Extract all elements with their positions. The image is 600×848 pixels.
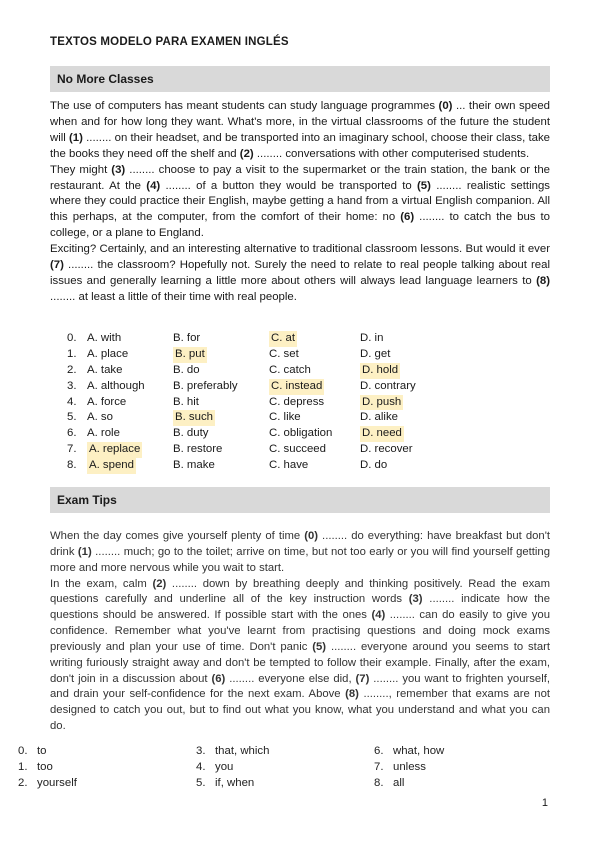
- paragraph: The use of computers has meant students can study language programmes (0) ... their own speed when and for how long they want. What's more, in the virtual classrooms of the future the student will (1) ........ on their headset, and be transported into an imaginary school, choose their class, take the books they need off the shelf and (2) ........ conversations with other computerised students.: [50, 100, 550, 160]
- option-row: [67, 442, 467, 458]
- gap-number: (1): [69, 131, 83, 144]
- answer-text: that, which: [215, 745, 270, 757]
- page-number: 1: [541, 797, 548, 809]
- passage-exam-tips: [50, 529, 550, 735]
- gap-number: (5): [312, 640, 327, 653]
- option-a: A. spend: [87, 458, 136, 474]
- question-number: 5.: [67, 411, 77, 424]
- option-row: [67, 363, 467, 379]
- question-number: 6.: [67, 427, 77, 440]
- answer-text: to: [37, 745, 47, 757]
- paragraph: When the day comes give yourself plenty of time (0) ........ do everything: have breakfast but don't drink (1) ........ much; go to the toilet; arrive on time, but not too early or you will find yourself getting more and more nervous while you wait to start.: [50, 530, 551, 574]
- option-d: D. recover: [360, 443, 413, 456]
- answer-text: if, when: [215, 777, 255, 789]
- gap-number: (3): [111, 163, 126, 176]
- answer-row: [18, 775, 488, 791]
- option-d: D. need: [360, 426, 404, 442]
- option-c: C. depress: [269, 395, 325, 408]
- option-b: B. for: [173, 332, 201, 344]
- option-a: A. so: [87, 411, 113, 424]
- option-a: A. force: [87, 395, 127, 408]
- option-d: D. in: [360, 332, 384, 344]
- option-b: B. put: [173, 347, 207, 363]
- option-row: [67, 458, 467, 474]
- question-number: 4.: [67, 395, 77, 408]
- paragraph: Exciting? Certainly, and an interesting alternative to traditional classroom lessons. But would it ever (7) ........ the classroom? Hopefully not. Surely the need to relate to real people talking about real issues and generally learning a little more about others will always lead language learners to (8) ........ at least a little of their time with real people.: [50, 243, 550, 303]
- option-b: B. restore: [173, 443, 223, 456]
- gap-number: (7): [355, 672, 370, 685]
- question-number: 1.: [67, 347, 77, 360]
- answer-number: 5.: [196, 777, 206, 789]
- option-a: A. with: [87, 332, 122, 344]
- option-c: C. at: [269, 331, 297, 347]
- option-a: A. replace: [87, 442, 142, 458]
- question-number: 2.: [67, 363, 77, 376]
- option-a: A. place: [87, 347, 129, 360]
- answer-options-list: [67, 331, 467, 474]
- option-row: [67, 426, 467, 442]
- option-c: C. succeed: [269, 443, 326, 456]
- gap-number: (2): [239, 147, 254, 160]
- answer-number: 2.: [18, 777, 28, 789]
- option-c: C. instead: [269, 379, 324, 395]
- answer-text: you: [215, 761, 234, 773]
- option-c: C. obligation: [269, 427, 333, 440]
- question-number: 0.: [67, 332, 77, 344]
- option-d: D. do: [360, 459, 388, 472]
- answer-number: 0.: [18, 745, 28, 757]
- option-b: B. such: [173, 410, 215, 426]
- answer-text: yourself: [37, 777, 77, 789]
- paragraph: They might (3) ........ choose to pay a visit to the supermarket or the train station, the bank or the restaurant. At the (4) ........ of a button they would be transported to (5) ........ realistic settings where they could practice their English, maybe getting a hand from a virtual English companion. All this perhaps, at the computer, from the comfort of their home: no (6) ........ to catch the bus to college, or a plane to England.: [50, 163, 550, 240]
- option-d: D. contrary: [360, 379, 416, 392]
- section-header-no-more-classes: [50, 66, 550, 92]
- gap-number: (0): [438, 100, 453, 112]
- answer-number: 6.: [374, 745, 384, 757]
- option-c: C. catch: [269, 363, 311, 376]
- option-b: B. preferably: [173, 379, 238, 392]
- gap-number: (4): [371, 609, 386, 622]
- option-d: D. alike: [360, 411, 398, 424]
- paragraph: In the exam, calm (2) ........ down by breathing deeply and thinking positively. Read the exam questions carefully and underline all of the key instruction words (3) ........ indicate how the questions should be answered. If possible start with the ones (4) ........ can do easily to give you confidence. Remember what you've learnt from practising questions and doing mock exams previously and plan your use of time. Don't panic (5) ........ everyone around you seems to start writing furiously straight away and don't be tempted to follow their example. Finally, after the exam, don't join in a discussion about (6) ........ everyone else did, (7) ........ you want to frighten yourself, and drain your self-confidence for the next exam. Above (8) ........, remember that exams are not designed to catch you out, but to find out what you know, what you understand and what you can do.: [50, 577, 550, 733]
- passage-no-more-classes: [50, 99, 550, 306]
- answer-text: what, how: [393, 745, 445, 757]
- option-b: B. duty: [173, 427, 209, 440]
- option-row: [67, 347, 467, 363]
- gap-number: (6): [211, 672, 226, 685]
- answer-text: all: [393, 777, 405, 789]
- gap-number: (8): [345, 688, 359, 701]
- gap-number: (5): [417, 179, 431, 192]
- answer-text: unless: [393, 761, 426, 773]
- gap-number: (3): [408, 593, 423, 606]
- section-header-exam-tips: [50, 487, 550, 513]
- option-d: D. get: [360, 347, 391, 360]
- option-b: B. hit: [173, 395, 199, 408]
- gap-number: (8): [536, 274, 550, 287]
- answer-number: 4.: [196, 761, 206, 773]
- answer-number: 1.: [18, 761, 28, 773]
- option-row: [67, 379, 467, 395]
- option-c: C. set: [269, 347, 299, 360]
- option-c: C. like: [269, 411, 301, 424]
- gap-number: (0): [304, 530, 319, 542]
- option-row: [67, 410, 467, 426]
- gap-number: (6): [400, 211, 415, 224]
- section-title: No More Classes: [57, 72, 154, 86]
- option-a: A. take: [87, 363, 123, 376]
- option-row: [67, 395, 467, 411]
- document-title: TEXTOS MODELO PARA EXAMEN INGLÉS: [50, 36, 289, 48]
- answer-number: 7.: [374, 761, 384, 773]
- option-a: A. role: [87, 427, 120, 440]
- section-title: Exam Tips: [57, 493, 117, 507]
- option-d: D. hold: [360, 363, 400, 379]
- question-number: 3.: [67, 379, 77, 392]
- option-a: A. although: [87, 379, 145, 392]
- question-number: 7.: [67, 443, 77, 456]
- answer-row: [18, 759, 488, 775]
- option-row: [67, 331, 467, 347]
- answer-row: [18, 743, 488, 759]
- gap-number: (4): [146, 179, 161, 192]
- option-d: D. push: [360, 395, 403, 411]
- answer-text: too: [37, 761, 53, 773]
- gap-number: (2): [152, 577, 167, 590]
- option-c: C. have: [269, 459, 309, 472]
- gap-number: (1): [77, 545, 92, 558]
- gap-number: (7): [50, 259, 64, 272]
- answer-key-list: [18, 743, 488, 791]
- answer-number: 3.: [196, 745, 206, 757]
- answer-number: 8.: [374, 777, 384, 789]
- question-number: 8.: [67, 459, 77, 472]
- option-b: B. do: [173, 363, 200, 376]
- option-b: B. make: [173, 459, 215, 472]
